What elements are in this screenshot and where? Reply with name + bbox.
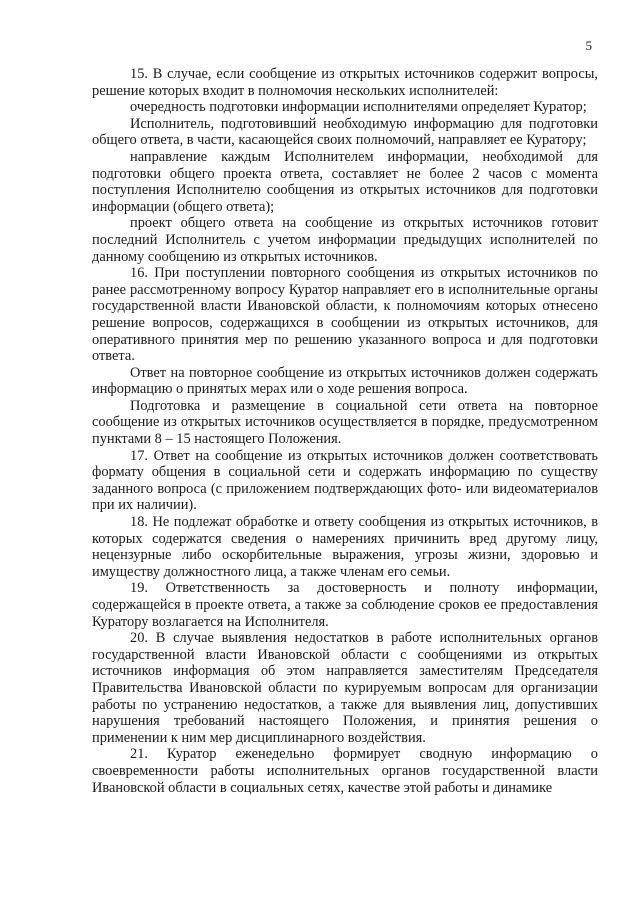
paragraph-15-executor: Исполнитель, подготовивший необходимую информацию для подготовки общего ответа, в части, касающейся своих полномочий, направляет ее Куратору; (92, 115, 598, 149)
paragraph-20: 20. В случае выявления недостатков в работе исполнительных органов государственной власти Ивановской области с сообщениями из открытых источников информация об этом направляется заместителям Председателя Правительства Ивановской области по курируемым вопросам для организации работы по устранению недостатков, а также для выявления лиц, допустивших нарушения требований настоящего Положения, и принятия решения о применении к ним мер дисциплинарного воздействия. (92, 630, 598, 746)
paragraph-16: 16. При поступлении повторного сообщения из открытых источников по ранее рассмотренному вопросу Куратор направляет его в исполнительные органы государственной власти Ивановской области, к полномочиям которых отнесено решение вопросов, содержащихся в сообщении из открытых источников, для оперативного принятия мер по решению указанного вопроса и для подготовки ответа. (92, 265, 598, 365)
paragraph-21: 21. Куратор еженедельно формирует сводную информацию о своевременности работы исполнительных органов государственной власти Ивановской области в социальных сетях, качестве этой работы и динамике (92, 746, 598, 796)
paragraph-17: 17. Ответ на сообщение из открытых источников должен соответствовать формату общения в социальной сети и содержать информацию по существу заданного вопроса (с приложением подтверждающих фото- или видеоматериалов при их наличии). (92, 447, 598, 514)
paragraph-16-publication: Подготовка и размещение в социальной сети ответа на повторное сообщение из открытых источников осуществляется в порядке, предусмотренном пунктами 8 – 15 настоящего Положения. (92, 397, 598, 448)
paragraph-15-deadline: направление каждым Исполнителем информации, необходимой для подготовки общего проекта ответа, составляет не более 2 часов с момента поступления Исполнителю сообщения из открытых источников для подготовки информации (общего ответа); (92, 148, 598, 215)
paragraph-18: 18. Не подлежат обработке и ответу сообщения из открытых источников, в которых содержатся сведения о намерениях причинить вред другому лицу, нецензурные либо оскорбительные выражения, угрозы жизни, здоровью и имуществу должностного лица, а также членам его семьи. (92, 514, 598, 580)
document-body (92, 66, 598, 796)
paragraph-15-draft: проект общего ответа на сообщение из открытых источников готовит последний Исполнитель с учетом информации предыдущих исполнителей по данному сообщению из открытых источников. (92, 215, 598, 265)
paragraph-15: 15. В случае, если сообщение из открытых источников содержит вопросы, решение которых входит в полномочия нескольких исполнителей: (92, 66, 598, 99)
paragraph-16-answer: Ответ на повторное сообщение из открытых источников должен содержать информацию о принятых мерах или о ходе решения вопроса. (92, 364, 598, 398)
paragraph-15-order: очередность подготовки информации исполнителями определяет Куратор; (130, 99, 587, 116)
page-number: 5 (585, 38, 592, 53)
paragraph-19: 19. Ответственность за достоверность и полноту информации, содержащейся в проекте ответа, а также за соблюдение сроков ее предоставления Куратору возлагается на Исполнителя. (92, 580, 598, 630)
